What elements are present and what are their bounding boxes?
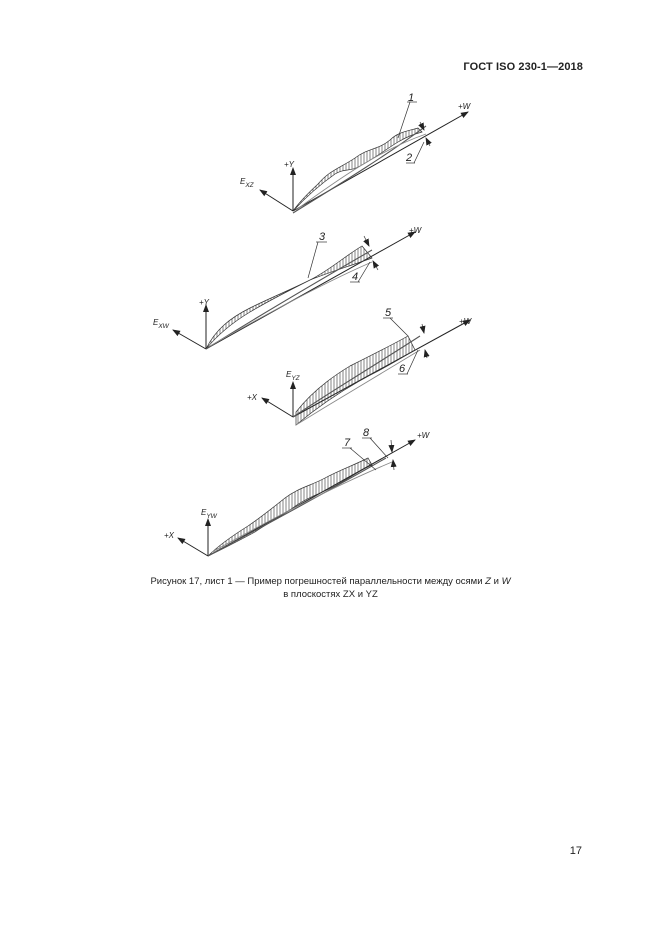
dim-arrow-bottom <box>393 460 394 470</box>
page-number: 17 <box>569 845 582 857</box>
figure-caption <box>0 575 661 601</box>
axis-w-arrow <box>206 232 415 349</box>
dim-arrow-top <box>391 440 392 452</box>
callout-8-leader <box>370 438 388 458</box>
axis-x-label: +X <box>164 531 175 540</box>
document-id: ГОСТ ISO 230-1—2018 <box>463 61 583 73</box>
callout-3-leader <box>308 242 318 278</box>
axis-line-z <box>296 350 420 425</box>
callout-5: 5 <box>385 307 392 319</box>
axis-w-label: +W <box>409 226 422 235</box>
callout-5-leader <box>390 318 408 336</box>
dim-arrow-bottom <box>373 261 378 270</box>
callout-7: 7 <box>344 437 351 449</box>
callout-6: 6 <box>399 363 406 375</box>
callout-4-leader <box>358 262 370 282</box>
axis-exw-arrow <box>173 330 206 349</box>
dim-arrow-bottom <box>426 138 430 146</box>
error-label-eyz: $E_{YZ}$ <box>286 370 300 382</box>
error-label-eyw: $E_{YW}$ <box>201 508 217 520</box>
callout-2: 2 <box>406 152 413 164</box>
diagram-exz <box>240 92 472 213</box>
axis-line-w <box>293 336 420 417</box>
axis-y-label: +Y <box>284 160 295 169</box>
axis-exz-arrow <box>260 190 293 211</box>
axis-x-arrow <box>262 398 293 417</box>
caption-line-1: Рисунок 17, лист 1 — Пример погрешностей параллельности между осями Z и W <box>150 576 511 587</box>
callout-4: 4 <box>352 271 359 283</box>
axis-w-label: +W <box>459 317 472 326</box>
dim-arrow-top <box>364 236 369 246</box>
error-label-exz: $E_{XZ}$ <box>240 177 254 189</box>
callout-2-leader <box>414 142 424 163</box>
error-label-exw: $E_{XW}$ <box>153 318 169 330</box>
dim-arrow-bottom <box>425 350 427 358</box>
axis-x-label: +X <box>247 393 258 402</box>
axis-w-label: +W <box>417 431 430 440</box>
diagram-exw <box>153 226 423 349</box>
dim-arrow-top <box>422 324 424 333</box>
diagram-eyw <box>164 427 431 556</box>
error-band-3 <box>296 336 415 425</box>
diagram-eyz <box>247 307 473 425</box>
axis-w-label: +W <box>458 102 471 111</box>
axis-y-label: +Y <box>199 298 210 307</box>
callout-1: 1 <box>408 92 415 104</box>
caption-line-2: в плоскостях ZX и YZ <box>283 589 378 600</box>
error-band-4 <box>208 458 372 556</box>
callout-8: 8 <box>363 427 370 439</box>
axis-x-arrow <box>178 538 208 556</box>
callout-3: 3 <box>319 231 326 243</box>
